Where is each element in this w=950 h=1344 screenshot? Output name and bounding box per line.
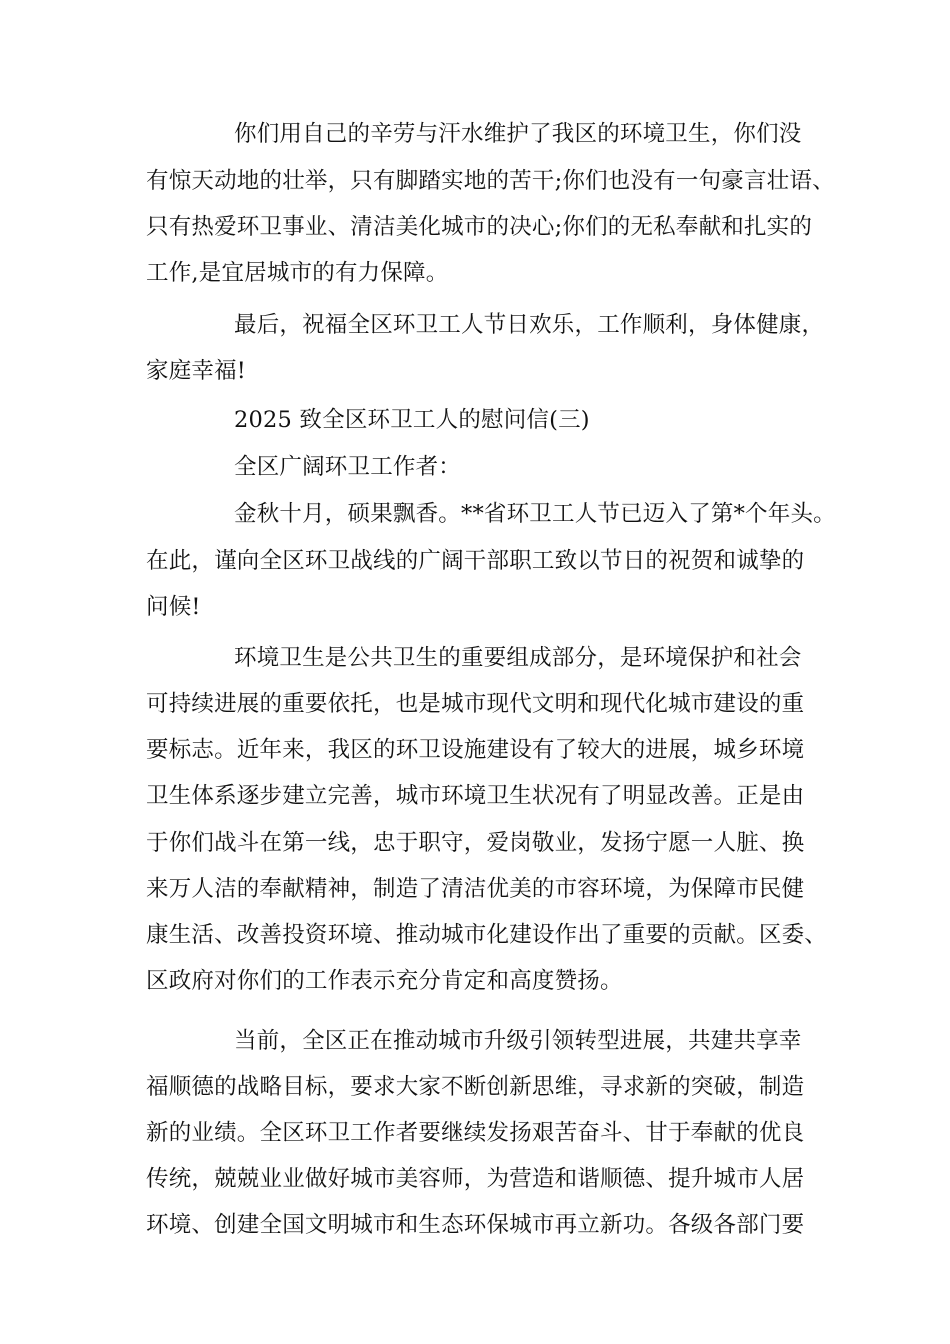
paragraph-line: 卫生体系逐步建立完善，城市环境卫生状况有了明显改善。正是由 <box>146 783 805 809</box>
paragraph-line: 来万人洁的奉献精神，制造了清洁优美的市容环境，为保障市民健 <box>146 876 805 902</box>
paragraph-line: 要标志。近年来，我区的环卫设施建设有了较大的进展，城乡环境 <box>146 737 805 763</box>
paragraph-line: 工作,是宜居城市的有力保障。 <box>146 260 449 286</box>
paragraph-line: 环境、创建全国文明城市和生态环保城市再立新功。各级各部门要 <box>146 1212 805 1238</box>
paragraph-line: 只有热爱环卫事业、清洁美化城市的决心;你们的无私奉献和扎实的 <box>146 214 813 240</box>
paragraph-line: 问候! <box>146 594 201 620</box>
paragraph-line: 在此，谨向全区环卫战线的广阔干部职工致以节日的祝贺和诚挚的 <box>146 548 805 574</box>
paragraph-line: 家庭幸福! <box>146 358 247 384</box>
letter-title: 2025 致全区环卫工人的慰问信(三) <box>234 407 590 433</box>
paragraph-line: 最后，祝福全区环卫工人节日欢乐，工作顺利，身体健康， <box>234 312 825 338</box>
paragraph-line: 有惊天动地的壮举，只有脚踏实地的苦干;你们也没有一句豪言壮语、 <box>146 168 835 194</box>
paragraph-line: 于你们战斗在第一线，忠于职守，爱岗敬业，发扬宁愿一人脏、换 <box>146 830 805 856</box>
paragraph-line: 环境卫生是公共卫生的重要组成部分，是环境保护和社会 <box>234 645 802 671</box>
paragraph-line: 当前，全区正在推动城市升级引领转型进展，共建共享幸 <box>234 1028 802 1054</box>
paragraph-line: 金秋十月，硕果飘香。**省环卫工人节已迈入了第*个年头。 <box>234 501 836 527</box>
paragraph-line: 传统，兢兢业业做好城市美容师，为营造和谐顺德、提升城市人居 <box>146 1166 805 1192</box>
paragraph-line: 区政府对你们的工作表示充分肯定和高度赞扬。 <box>146 968 623 994</box>
paragraph-line: 福顺德的战略目标，要求大家不断创新思维，寻求新的突破，制造 <box>146 1074 805 1100</box>
paragraph-line: 康生活、改善投资环境、推动城市化建设作出了重要的贡献。区委、 <box>146 922 828 948</box>
paragraph-line: 你们用自己的辛劳与汗水维护了我区的环境卫生，你们没 <box>234 121 802 147</box>
paragraph-line: 新的业绩。全区环卫工作者要继续发扬艰苦奋斗、甘于奉献的优良 <box>146 1120 805 1146</box>
salutation: 全区广阔环卫工作者： <box>234 454 462 480</box>
paragraph-line: 可持续进展的重要依托，也是城市现代文明和现代化城市建设的重 <box>146 691 805 717</box>
